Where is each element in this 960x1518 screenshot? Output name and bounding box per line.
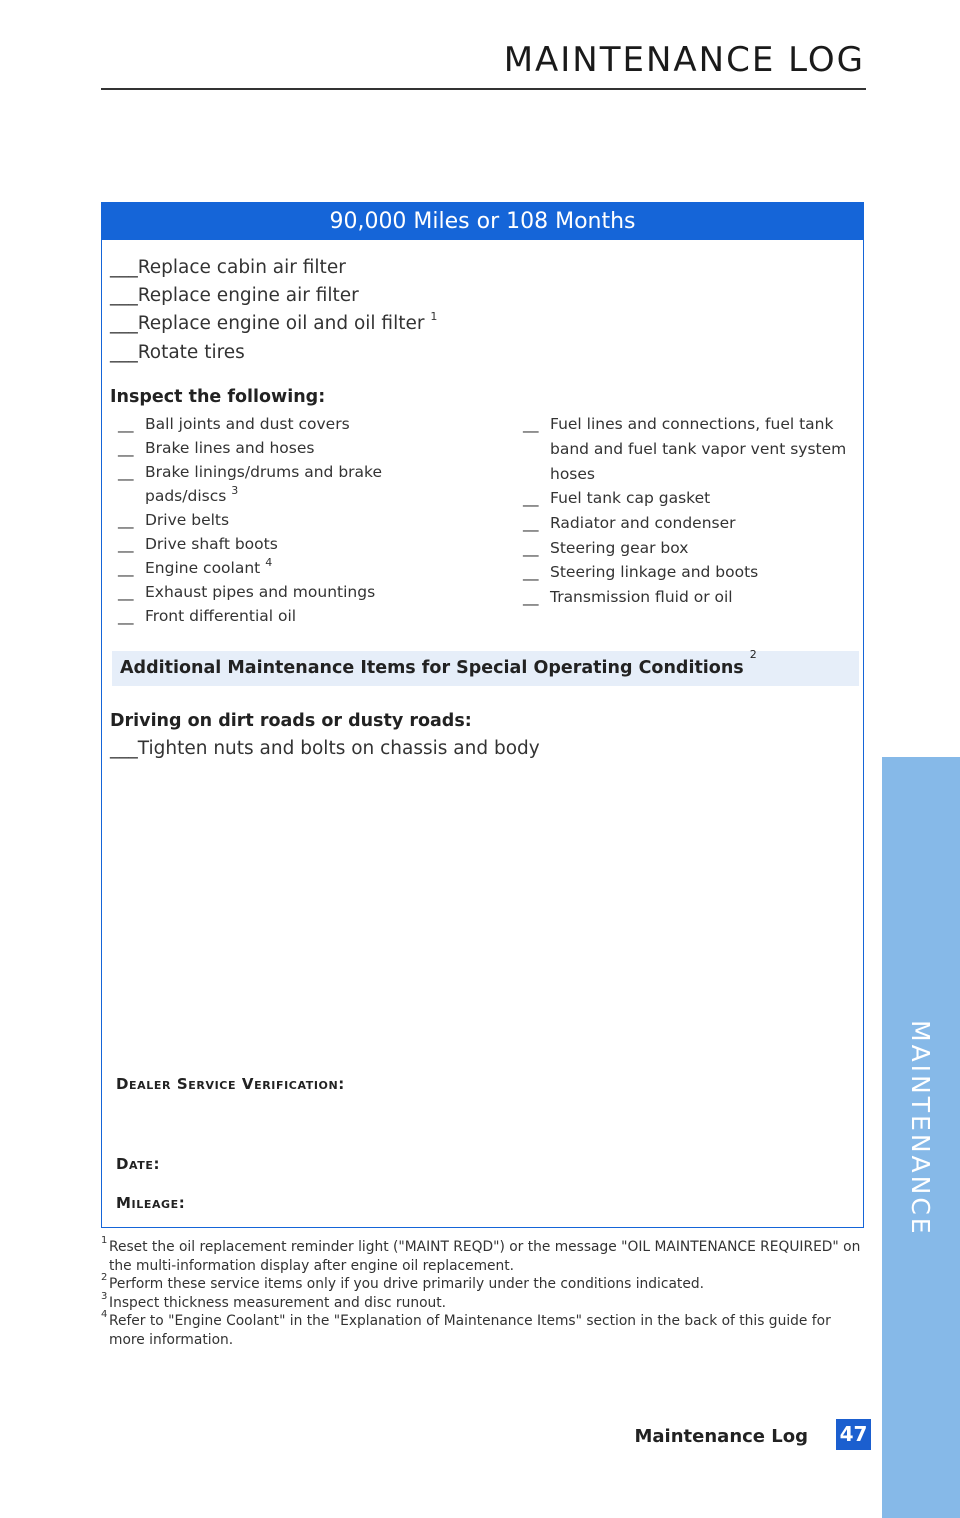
task-blank[interactable]: ___ bbox=[110, 342, 138, 363]
inspect-blank[interactable]: __ bbox=[523, 538, 539, 557]
inspect-item bbox=[118, 439, 498, 463]
inspect-item bbox=[523, 489, 863, 514]
interval-header: 90,000 Miles or 108 Months bbox=[102, 203, 863, 240]
inspect-text: Engine coolant $^4$ bbox=[145, 555, 273, 577]
task-blank[interactable]: ___ bbox=[110, 285, 138, 306]
dealer-verification-label: Dealer Service Verification: bbox=[116, 1075, 345, 1093]
inspect-item bbox=[523, 415, 863, 489]
inspect-blank[interactable]: __ bbox=[118, 606, 134, 625]
page-number: 47 bbox=[836, 1419, 871, 1450]
footnotes bbox=[101, 1235, 861, 1349]
inspect-blank[interactable]: __ bbox=[118, 510, 134, 529]
inspect-text: Brake linings/drums and brake bbox=[145, 462, 382, 481]
task-item bbox=[110, 285, 359, 306]
footnote-text: Perform these service items only if you drive primarily under the conditions indicated. bbox=[109, 1276, 704, 1292]
footer-section-label: Maintenance Log bbox=[634, 1426, 808, 1447]
page-title: MAINTENANCE LOG bbox=[503, 40, 865, 80]
inspect-item bbox=[118, 583, 498, 607]
inspect-text: Exhaust pipes and mountings bbox=[145, 582, 376, 601]
mileage-label: Mileage: bbox=[116, 1194, 186, 1212]
special-conditions-band bbox=[112, 648, 859, 686]
footnote-number: 4 bbox=[101, 1309, 108, 1320]
footnote-number: 2 bbox=[101, 1272, 108, 1283]
inspect-item bbox=[523, 539, 863, 564]
footnote bbox=[101, 1235, 861, 1275]
inspect-blank[interactable]: __ bbox=[118, 534, 134, 553]
task-text: Tighten nuts and bolts on chassis and body bbox=[137, 738, 540, 759]
inspect-item bbox=[118, 511, 498, 535]
inspect-text: band and fuel tank vapor vent system bbox=[550, 440, 847, 458]
inspect-blank[interactable]: __ bbox=[523, 563, 539, 581]
inspect-item bbox=[118, 607, 498, 631]
task-blank[interactable]: ___ bbox=[110, 313, 138, 334]
inspect-blank[interactable]: __ bbox=[118, 462, 134, 481]
footnote-ref: 1 bbox=[430, 310, 438, 323]
footnote bbox=[101, 1272, 861, 1294]
inspect-text: Fuel tank cap gasket bbox=[550, 489, 711, 507]
footnote-number: 1 bbox=[101, 1235, 108, 1246]
inspect-item bbox=[118, 463, 498, 511]
inspect-text: Steering linkage and boots bbox=[550, 563, 759, 581]
inspect-blank[interactable]: __ bbox=[118, 582, 134, 601]
inspect-text: Steering gear box bbox=[550, 538, 689, 557]
inspect-text: Fuel lines and connections, fuel tank bbox=[550, 415, 834, 433]
inspect-blank[interactable]: __ bbox=[118, 439, 134, 457]
inspect-list-left bbox=[118, 415, 498, 631]
special-conditions-heading: Additional Maintenance Items for Special Operating Conditions bbox=[120, 658, 744, 678]
inspect-blank[interactable]: __ bbox=[523, 587, 539, 606]
footnote bbox=[101, 1290, 861, 1313]
inspect-item bbox=[118, 415, 498, 439]
inspect-text: hoses bbox=[550, 465, 595, 483]
inspect-blank[interactable]: __ bbox=[118, 415, 134, 433]
task-text: Replace engine oil and oil filter bbox=[137, 313, 425, 334]
footnote-text: Refer to "Engine Coolant" in the "Explanation of Maintenance Items" section in the back of this guide for more information. bbox=[109, 1313, 831, 1348]
inspect-heading: Inspect the following: bbox=[110, 387, 326, 407]
dirt-roads-heading: Driving on dirt roads or dusty roads: bbox=[110, 711, 472, 731]
inspect-item bbox=[523, 563, 863, 588]
inspect-text: Drive belts bbox=[145, 510, 230, 529]
date-label: Date: bbox=[116, 1155, 161, 1173]
inspect-text: Front differential oil bbox=[145, 606, 297, 625]
inspect-text: pads/discs $^3$ bbox=[145, 483, 239, 505]
inspect-text: Drive shaft boots bbox=[145, 534, 278, 553]
footnote-number: 3 bbox=[101, 1290, 108, 1302]
task-item bbox=[110, 342, 245, 363]
inspect-item bbox=[523, 588, 863, 613]
task-item bbox=[110, 310, 438, 334]
inspect-blank[interactable]: __ bbox=[523, 489, 539, 507]
footnote bbox=[101, 1309, 861, 1349]
title-divider bbox=[101, 88, 866, 90]
inspect-list-right bbox=[523, 415, 863, 612]
section-side-tab-label: MAINTENANCE bbox=[906, 1020, 935, 1237]
footnote-ref: 4 bbox=[265, 555, 273, 569]
inspect-blank[interactable]: __ bbox=[118, 558, 134, 577]
inspect-item bbox=[523, 514, 863, 539]
inspect-text: Ball joints and dust covers bbox=[145, 415, 350, 433]
inspect-text: Transmission fluid or oil bbox=[550, 587, 733, 606]
inspect-item bbox=[118, 535, 498, 559]
task-item bbox=[110, 738, 540, 759]
inspect-blank[interactable]: __ bbox=[523, 415, 539, 433]
task-text: Replace engine air filter bbox=[137, 285, 359, 306]
inspect-text: Brake lines and hoses bbox=[145, 439, 315, 457]
footnote-ref: 3 bbox=[231, 483, 239, 497]
inspect-blank[interactable]: __ bbox=[523, 514, 539, 532]
footnote-text: Inspect thickness measurement and disc runout. bbox=[109, 1294, 447, 1311]
task-blank[interactable]: ___ bbox=[110, 257, 138, 278]
maintenance-log-box bbox=[101, 202, 864, 1228]
inspect-text: Radiator and condenser bbox=[550, 514, 736, 532]
task-item bbox=[110, 257, 346, 278]
task-text: Replace cabin air filter bbox=[137, 257, 346, 278]
task-text: Rotate tires bbox=[137, 342, 245, 363]
footnote-ref: 2 bbox=[749, 648, 757, 661]
footnote-text: Reset the oil replacement reminder light ("MAINT REQD") or the message "OIL MAINTENANCE REQUIRED" on the multi-information display after engine oil replacement. bbox=[109, 1239, 861, 1274]
inspect-item bbox=[118, 555, 498, 583]
task-blank[interactable]: ___ bbox=[110, 738, 138, 759]
